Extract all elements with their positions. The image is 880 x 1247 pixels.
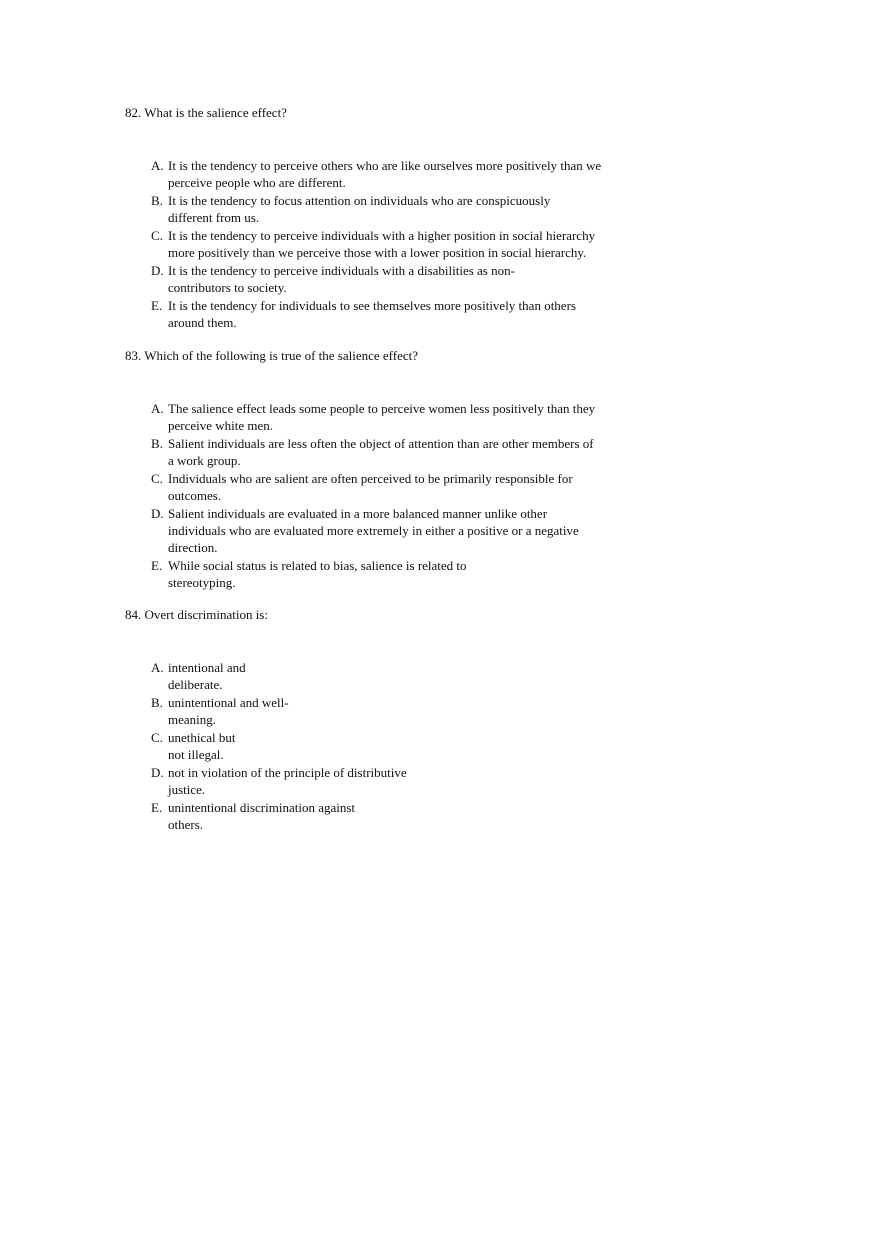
options-list: [151, 157, 651, 332]
option-d: [151, 505, 651, 556]
option-text-line: unintentional and well-: [168, 695, 289, 710]
question-82: [125, 104, 685, 330]
option-a: [151, 659, 651, 693]
option-text-line: individuals who are evaluated more extremely in either a positive or a negative: [168, 523, 579, 538]
option-text-line: deliberate.: [168, 677, 223, 692]
option-text-line: Salient individuals are evaluated in a more balanced manner unlike other: [168, 506, 548, 521]
option-d: [151, 262, 651, 296]
option-letter: D.: [151, 506, 164, 521]
question-stem: 83. Which of the following is true of the salience effect?: [125, 348, 419, 363]
option-text-line: Individuals who are salient are often perceived to be primarily responsible for: [168, 471, 573, 486]
option-letter: D.: [151, 263, 164, 278]
option-letter: A.: [151, 401, 164, 416]
option-text-line: The salience effect leads some people to perceive women less positively than they: [168, 401, 596, 416]
option-text-line: unintentional discrimination against: [168, 800, 356, 815]
option-letter: D.: [151, 765, 164, 780]
option-text-line: others.: [168, 817, 204, 832]
option-letter: E.: [151, 558, 163, 573]
option-c: [151, 470, 651, 504]
option-text-line: not in violation of the principle of distributive: [168, 765, 407, 780]
option-c: [151, 729, 651, 763]
option-letter: E.: [151, 298, 163, 313]
option-text-line: stereotyping.: [168, 575, 236, 590]
option-letter: B.: [151, 436, 163, 451]
option-letter: B.: [151, 193, 163, 208]
option-text-line: around them.: [168, 315, 237, 330]
question-stem: 82. What is the salience effect?: [125, 105, 287, 120]
option-text-line: perceive white men.: [168, 418, 274, 433]
option-text-line: not illegal.: [168, 747, 224, 762]
option-d: [151, 764, 651, 798]
question-stem: 84. Overt discrimination is:: [125, 607, 268, 622]
option-a: [151, 400, 651, 434]
option-text-line: Salient individuals are less often the object of attention than are other members of: [168, 436, 594, 451]
question-84: [125, 606, 685, 832]
option-text-line: It is the tendency for individuals to see themselves more positively than others: [168, 298, 576, 313]
option-text-line: more positively than we perceive those with a lower position in social hierarchy.: [168, 245, 587, 260]
option-text-line: outcomes.: [168, 488, 222, 503]
option-letter: B.: [151, 695, 163, 710]
option-text-line: different from us.: [168, 210, 260, 225]
option-text-line: contributors to society.: [168, 280, 287, 295]
option-text-line: It is the tendency to focus attention on individuals who are conspicuously: [168, 193, 551, 208]
option-text-line: meaning.: [168, 712, 217, 727]
option-a: [151, 157, 651, 191]
option-b: [151, 192, 651, 226]
option-letter: C.: [151, 730, 163, 745]
option-letter: C.: [151, 228, 163, 243]
option-text-line: It is the tendency to perceive individuals with a higher position in social hierarchy: [168, 228, 596, 243]
option-text-line: It is the tendency to perceive others who are like ourselves more positively than we: [168, 158, 602, 173]
option-e: [151, 799, 651, 833]
options-list: [151, 400, 651, 592]
option-text-line: a work group.: [168, 453, 241, 468]
option-c: [151, 227, 651, 261]
option-b: [151, 694, 651, 728]
option-letter: E.: [151, 800, 163, 815]
option-text-line: While social status is related to bias, salience is related to: [168, 558, 467, 573]
option-b: [151, 435, 651, 469]
option-letter: A.: [151, 158, 164, 173]
option-text-line: It is the tendency to perceive individuals with a disabilities as non-: [168, 263, 515, 278]
options-list: [151, 659, 651, 834]
option-text-line: intentional and: [168, 660, 246, 675]
option-e: [151, 557, 651, 591]
option-letter: A.: [151, 660, 164, 675]
option-text-line: perceive people who are different.: [168, 175, 346, 190]
option-e: [151, 297, 651, 331]
option-text-line: justice.: [168, 782, 206, 797]
question-83: [125, 347, 685, 590]
option-letter: C.: [151, 471, 163, 486]
option-text-line: unethical but: [168, 730, 236, 745]
option-text-line: direction.: [168, 540, 218, 555]
